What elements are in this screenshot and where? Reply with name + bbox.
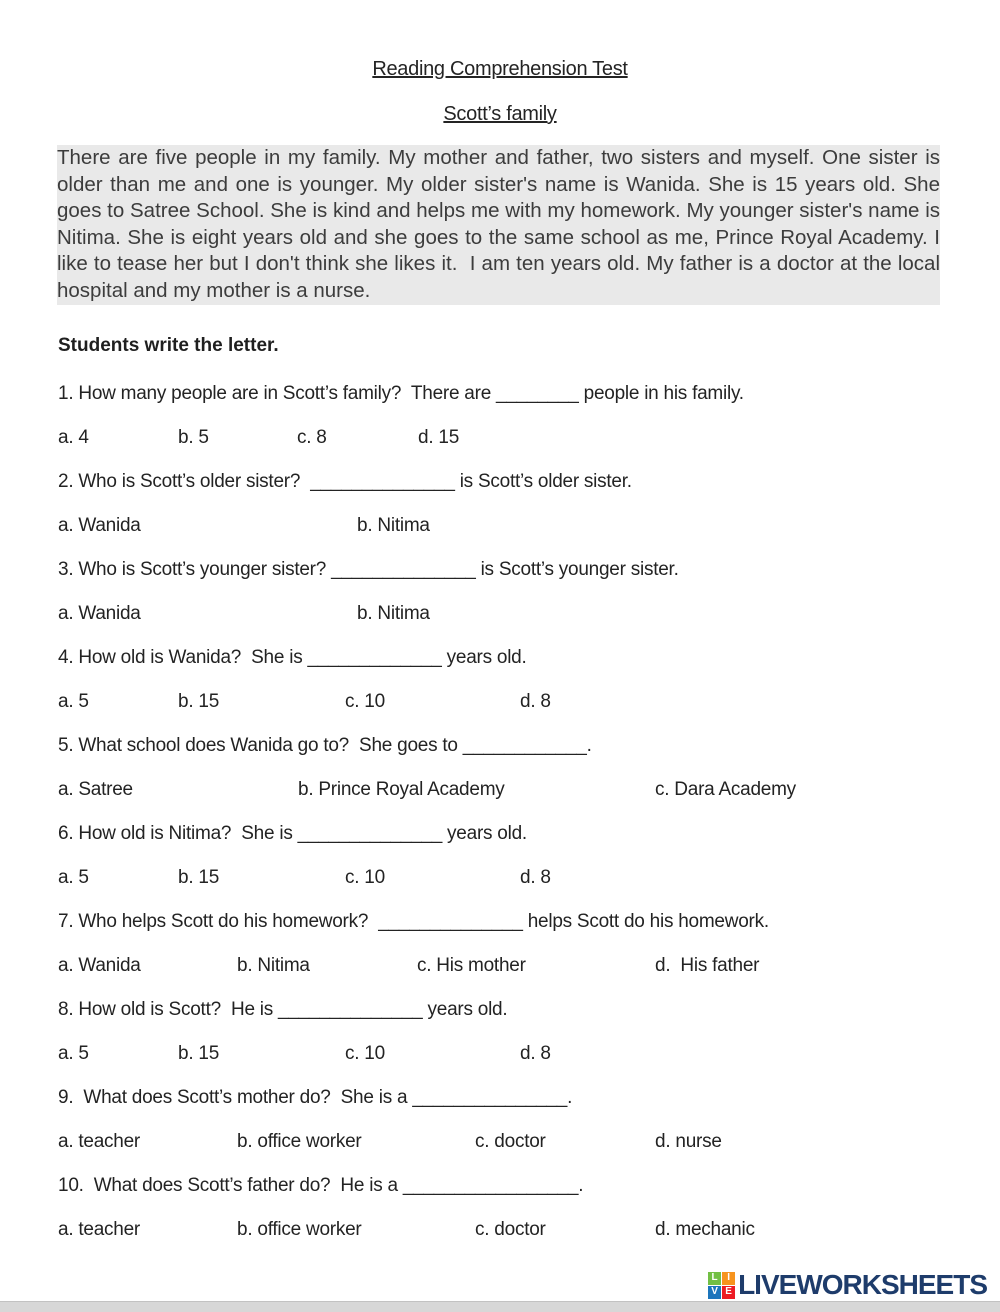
answer-blank[interactable]: ______________ xyxy=(310,470,455,492)
answer-blank[interactable]: ________ xyxy=(496,382,579,404)
brand-name: LIVEWORKSHEETS xyxy=(738,1269,987,1300)
option-label: d. 8 xyxy=(520,690,551,712)
question-prompt-7 xyxy=(0,911,1000,931)
bottom-bar xyxy=(0,1301,1000,1312)
instruction-text: Students write the letter. xyxy=(58,334,279,356)
answer-blank[interactable]: ____________ xyxy=(462,734,587,756)
option-label: a. Wanida xyxy=(58,514,141,536)
option-label: b. Nitima xyxy=(357,514,430,536)
question-text: . xyxy=(578,1174,584,1196)
question-prompt-10 xyxy=(0,1175,1000,1195)
question-text: 8. How old is Scott? He is xyxy=(58,998,279,1020)
options-row-6 xyxy=(0,867,1000,887)
options-row-2 xyxy=(0,515,1000,535)
question-prompt-5 xyxy=(0,735,1000,755)
question-text: 6. How old is Nitima? She is xyxy=(58,822,298,844)
options-row-4 xyxy=(0,691,1000,711)
option-label: b. office worker xyxy=(237,1218,362,1240)
option-label: a. 5 xyxy=(58,1042,89,1064)
question-prompt-1 xyxy=(0,383,1000,403)
options-row-1 xyxy=(0,427,1000,447)
option-label: d. 8 xyxy=(520,866,551,888)
answer-blank[interactable]: ______________ xyxy=(278,998,423,1020)
worksheet-subtitle: Scott’s family xyxy=(443,103,557,125)
reading-passage: There are five people in my family. My mother and father, two sisters and myself. One sister is older than me and one is younger. My older sister's name is Wanida. She is 15 years old. She goes to Satree School. She is kind and helps me with my homework. My younger sister's name is Nitima. She is eight years old and she goes to the same school as me, Prince Royal Academy. I like to tease her but I don't think she likes it. I am ten years old. My father is a doctor at the local hospital and my mother is a nurse. xyxy=(57,145,940,305)
option-label: b. 15 xyxy=(178,866,220,888)
logo-letter-l: L xyxy=(708,1272,721,1285)
question-prompt-4 xyxy=(0,647,1000,667)
answer-blank[interactable]: _______________ xyxy=(412,1086,568,1108)
question-prompt-2 xyxy=(0,471,1000,491)
question-text: 3. Who is Scott’s younger sister? xyxy=(58,558,332,580)
options-row-7 xyxy=(0,955,1000,975)
option-label: b. 15 xyxy=(178,690,220,712)
option-label: d. nurse xyxy=(655,1130,722,1152)
question-text: . xyxy=(586,734,592,756)
option-label: a. teacher xyxy=(58,1218,140,1240)
question-text: . xyxy=(567,1086,573,1108)
question-text: is Scott’s older sister. xyxy=(454,470,632,492)
question-text: 10. What does Scott’s father do? He is a xyxy=(58,1174,403,1196)
option-label: c. 10 xyxy=(345,690,385,712)
answer-blank[interactable]: ______________ xyxy=(297,822,443,844)
option-label: b. office worker xyxy=(237,1130,362,1152)
question-text: 7. Who helps Scott do his homework? xyxy=(58,910,379,932)
question-text: 5. What school does Wanida go to? She goes to xyxy=(58,734,463,756)
option-label: a. Satree xyxy=(58,778,133,800)
questions-list xyxy=(0,383,1000,1239)
question-text: 2. Who is Scott’s older sister? xyxy=(58,470,311,492)
option-label: c. 8 xyxy=(297,426,327,448)
option-label: a. Wanida xyxy=(58,954,141,976)
worksheet-title: Reading Comprehension Test xyxy=(372,58,628,80)
question-text: 4. How old is Wanida? She is xyxy=(58,646,308,668)
option-label: c. 10 xyxy=(345,866,385,888)
option-label: d. mechanic xyxy=(655,1218,755,1240)
option-label: a. 5 xyxy=(58,690,89,712)
option-label: c. 10 xyxy=(345,1042,385,1064)
option-label: a. 4 xyxy=(58,426,89,448)
option-label: b. Prince Royal Academy xyxy=(298,778,505,800)
options-row-5 xyxy=(0,779,1000,799)
option-label: c. His mother xyxy=(417,954,526,976)
question-prompt-6 xyxy=(0,823,1000,843)
option-label: b. Nitima xyxy=(357,602,430,624)
question-text: 9. What does Scott’s mother do? She is a xyxy=(58,1086,413,1108)
question-text: years old. xyxy=(441,646,527,668)
question-text: years old. xyxy=(422,998,508,1020)
option-label: d. His father xyxy=(655,954,760,976)
question-text: people in his family. xyxy=(578,382,744,404)
question-text: helps Scott do his homework. xyxy=(522,910,769,932)
question-prompt-3 xyxy=(0,559,1000,579)
liveworksheets-logo-link[interactable] xyxy=(708,1269,987,1301)
answer-blank[interactable]: ______________ xyxy=(378,910,523,932)
option-label: d. 8 xyxy=(520,1042,551,1064)
logo-letter-v: V xyxy=(708,1286,721,1299)
answer-blank[interactable]: _____________ xyxy=(307,646,442,668)
question-text: is Scott’s younger sister. xyxy=(475,558,679,580)
option-label: a. 5 xyxy=(58,866,89,888)
liveworksheets-logo-icon xyxy=(708,1272,735,1299)
option-label: d. 15 xyxy=(418,426,460,448)
question-text: years old. xyxy=(442,822,527,844)
answer-blank[interactable]: _________________ xyxy=(402,1174,579,1196)
question-prompt-8 xyxy=(0,999,1000,1019)
logo-letter-i: I xyxy=(722,1272,735,1285)
options-row-9 xyxy=(0,1131,1000,1151)
options-row-8 xyxy=(0,1043,1000,1063)
option-label: b. Nitima xyxy=(237,954,310,976)
answer-blank[interactable]: ______________ xyxy=(331,558,476,580)
option-label: b. 15 xyxy=(178,1042,220,1064)
options-row-10 xyxy=(0,1219,1000,1239)
option-label: c. doctor xyxy=(475,1130,546,1152)
option-label: b. 5 xyxy=(178,426,209,448)
question-text: 1. How many people are in Scott’s family? There are xyxy=(58,382,497,404)
option-label: a. teacher xyxy=(58,1130,140,1152)
option-label: c. Dara Academy xyxy=(655,778,796,800)
option-label: c. doctor xyxy=(475,1218,546,1240)
logo-letter-e: E xyxy=(722,1286,735,1299)
question-prompt-9 xyxy=(0,1087,1000,1107)
option-label: a. Wanida xyxy=(58,602,141,624)
options-row-3 xyxy=(0,603,1000,623)
